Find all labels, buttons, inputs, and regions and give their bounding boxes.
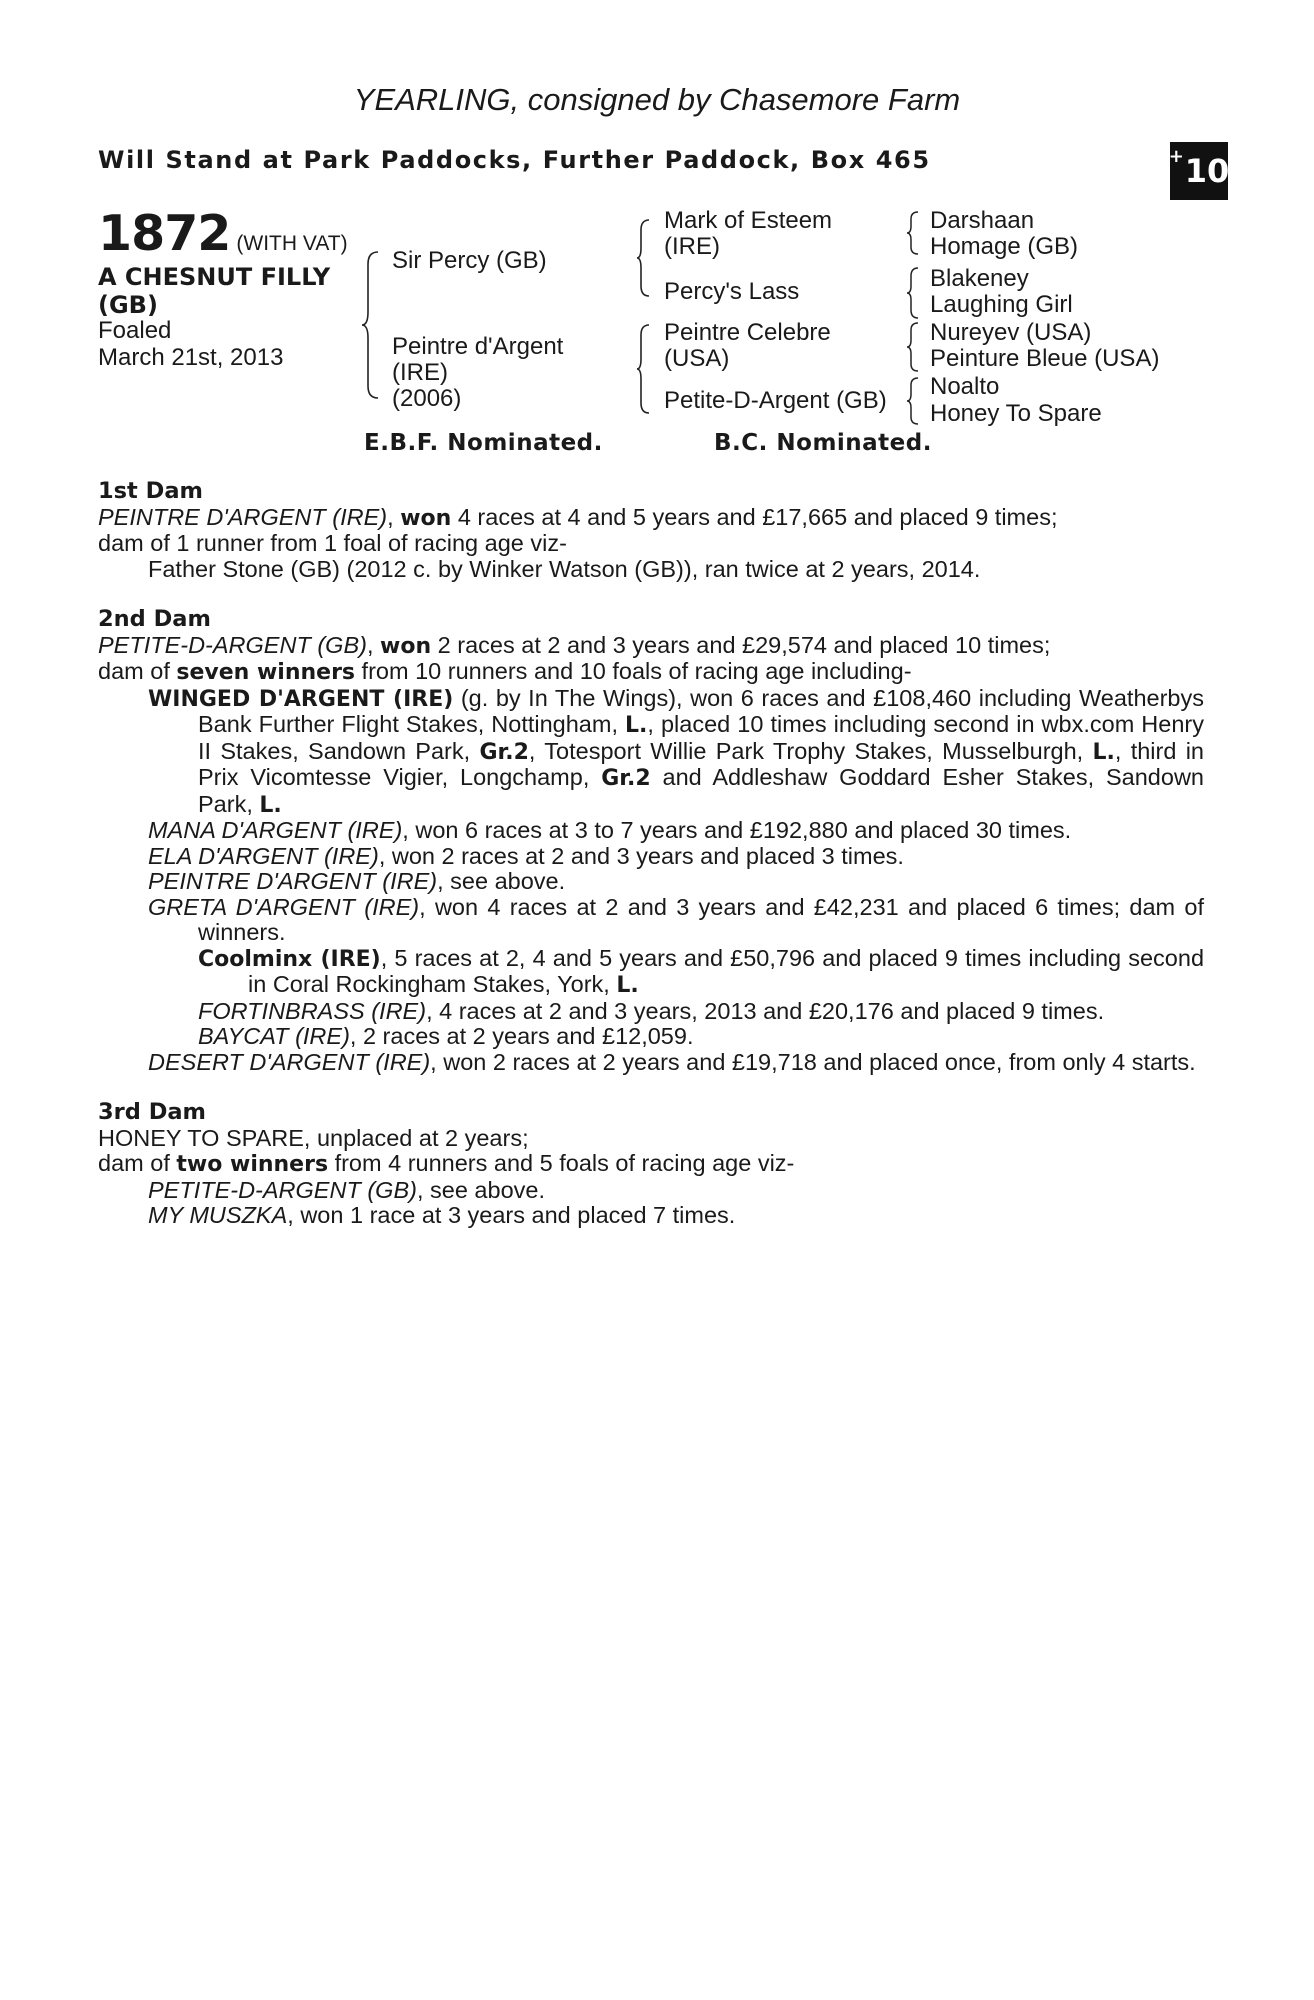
petite-dargent-entry: PETITE-D-ARGENT (GB), see above.	[148, 1176, 545, 1203]
lot-description: A CHESNUT FILLY (GB)	[98, 263, 331, 319]
two-winners: two winners	[176, 1152, 329, 1177]
lot-number: 1872	[98, 205, 231, 262]
second-dam-produce: dam of seven winners from 10 runners and 10 foals of racing age including-	[98, 658, 912, 685]
third-dam-produce: dam of two winners from 4 runners and 5 foals of racing age viz-	[98, 1150, 795, 1177]
sire-sire-country: (IRE)	[664, 233, 720, 260]
coolminx-entry: Coolminx (IRE), 5 races at 2, 4 and 5 years and £50,796 and placed 9 times including second in Coral Rockingham Stakes, York, L.	[198, 944, 1205, 998]
gen3-noalto: Noalto	[930, 373, 1000, 400]
foaled-info	[98, 317, 283, 371]
second-dam-won: won	[380, 633, 432, 659]
location-line: Will Stand at Park Paddocks, Further Paddock, Box 465	[98, 146, 931, 174]
first-dam-record: PEINTRE D'ARGENT (IRE), won 4 races at 4 and 5 years and £17,665 and placed 9 times;	[98, 503, 1058, 531]
third-dam-heading: 3rd Dam	[98, 1099, 206, 1125]
pedigree-brace-2b	[637, 323, 653, 415]
first-dam-produce: dam of 1 runner from 1 foal of racing age viz-	[98, 530, 567, 556]
dam-sire-country: (USA)	[664, 345, 730, 372]
badge-number: 10	[1184, 152, 1230, 190]
pedigree-brace-1	[362, 250, 382, 400]
sire-dam: Percy's Lass	[664, 278, 800, 305]
gen3-blakeney: Blakeney	[930, 265, 1029, 292]
sire-sire	[664, 208, 832, 260]
ela-dargent-entry: ELA D'ARGENT (IRE), won 2 races at 2 and 3 years and placed 3 times.	[148, 842, 904, 869]
second-dam-record: PETITE-D-ARGENT (GB), won 2 races at 2 and 3 years and £29,574 and placed 10 times;	[98, 631, 1051, 659]
dam-sire-name: Peintre Celebre	[664, 319, 831, 346]
gen3-laughing-girl: Laughing Girl	[930, 291, 1073, 318]
first-dam-heading: 1st Dam	[98, 478, 203, 504]
catalogue-header: YEARLING, consigned by Chasemore Farm	[353, 82, 961, 117]
dam-lines	[98, 479, 1204, 1229]
gen3-darshaan: Darshaan	[930, 207, 1035, 234]
foaled-date: March 21st, 2013	[98, 344, 284, 371]
gen3-honey-to-spare: Honey To Spare	[930, 400, 1102, 427]
desert-dargent-entry: DESERT D'ARGENT (IRE), won 2 races at 2 years and £19,718 and placed once, from only 4 starts.	[148, 1048, 1196, 1075]
dam-country: (IRE)	[392, 359, 448, 386]
first-dam-offspring: Father Stone (GB) (2012 c. by Winker Watson (GB)), ran twice at 2 years, 2014.	[148, 555, 981, 582]
badge-plus: +	[1168, 146, 1184, 167]
coolminx-name: Coolminx (IRE)	[198, 946, 381, 972]
lot-heading	[98, 205, 348, 262]
pedigree-brace-2a	[637, 218, 653, 298]
second-dam-heading: 2nd Dam	[98, 606, 211, 632]
dam-year: (2006)	[392, 385, 462, 412]
vat-label: (WITH VAT)	[236, 232, 348, 255]
gen3-homage: Homage (GB)	[930, 233, 1079, 260]
mana-dargent-entry: MANA D'ARGENT (IRE), won 6 races at 3 to 7 years and £192,880 and placed 30 times.	[148, 817, 1072, 843]
baycat-entry: BAYCAT (IRE), 2 races at 2 years and £12,059.	[198, 1023, 694, 1049]
gen3-nureyev: Nureyev (USA)	[930, 319, 1092, 346]
second-dam-name: PETITE-D-ARGENT (GB)	[98, 631, 367, 658]
pedigree-brace-3a	[907, 210, 921, 256]
ebf-nominated: E.B.F. Nominated.	[364, 430, 603, 456]
winged-dargent-name: WINGED D'ARGENT (IRE)	[148, 686, 454, 712]
dam-name: Peintre d'Argent	[392, 333, 564, 360]
peintre-dargent-entry: PEINTRE D'ARGENT (IRE), see above.	[148, 868, 566, 894]
dam-dam: Petite-D-Argent (GB)	[664, 387, 887, 414]
dam	[392, 334, 563, 412]
third-dam-record: HONEY TO SPARE, unplaced at 2 years;	[98, 1124, 529, 1151]
sire: Sir Percy (GB)	[392, 247, 547, 274]
gen3-peinture-bleue: Peinture Bleue (USA)	[930, 345, 1160, 372]
first-dam-name: PEINTRE D'ARGENT (IRE)	[98, 503, 388, 530]
fortinbrass-entry: FORTINBRASS (IRE), 4 races at 2 and 3 years, 2013 and £20,176 and placed 9 times.	[198, 997, 1105, 1024]
ten-plus-badge	[1170, 142, 1228, 200]
foaled-label: Foaled	[98, 317, 172, 344]
dam-sire	[664, 320, 831, 372]
first-dam-won: won	[400, 505, 452, 531]
pedigree-brace-3c	[907, 321, 921, 373]
bc-nominated: B.C. Nominated.	[714, 430, 932, 456]
pedigree-brace-3b	[907, 266, 921, 320]
pedigree-brace-3d	[907, 376, 921, 426]
sire-sire-name: Mark of Esteem	[664, 207, 833, 234]
seven-winners: seven winners	[176, 660, 356, 685]
greta-dargent-entry: GRETA D'ARGENT (IRE), won 4 races at 2 and 3 years and £42,231 and placed 6 times; dam of winners.	[148, 893, 1204, 945]
winged-dargent-entry: WINGED D'ARGENT (IRE) (g. by In The Wings), won 6 races and £108,460 including Weatherbys Bank Further Flight Stakes, Nottingham, L., placed 10 times including second in wbx.com Henry II Stakes, Sandown Park, Gr.2, Totesport Willie Park Trophy Stakes, Musselburgh, L., third in Prix Vicomtesse Vigier, Longchamp, Gr.2 and Addleshaw Goddard Esher Stakes, Sandown Park, L.	[148, 684, 1205, 818]
my-muszka-entry: MY MUSZKA, won 1 race at 3 years and placed 7 times.	[148, 1202, 736, 1228]
